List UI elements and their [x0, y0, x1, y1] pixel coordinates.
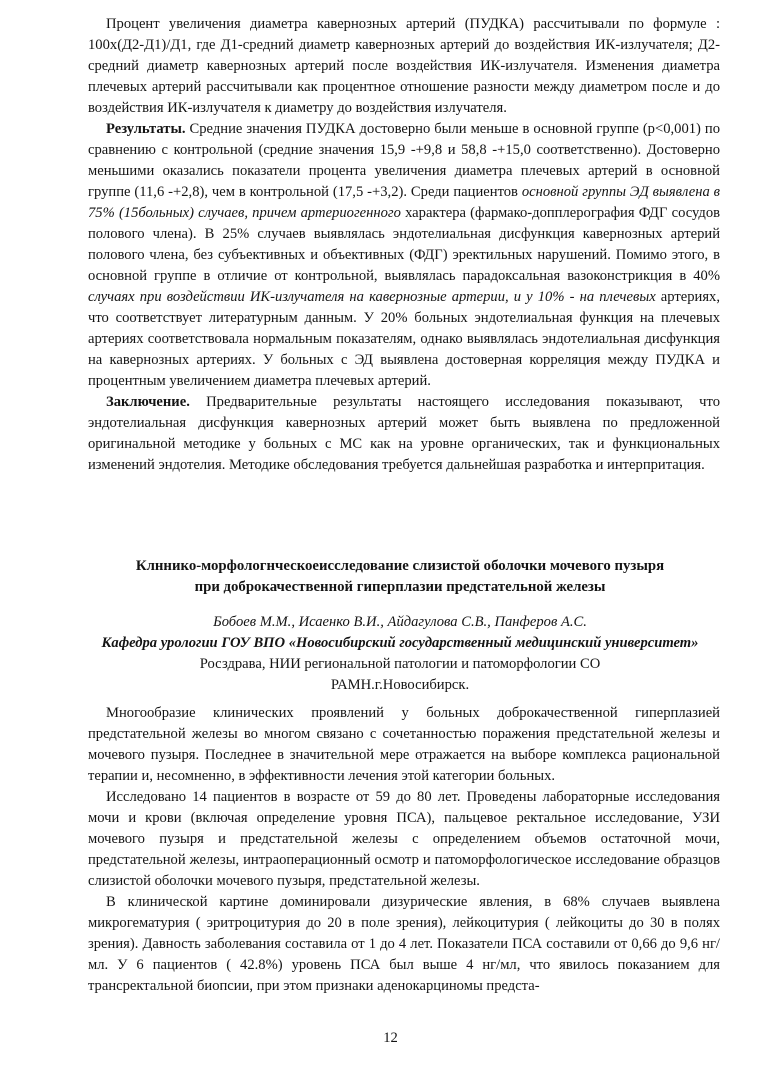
conclusion-paragraph	[88, 392, 720, 476]
results-label: Результаты.	[106, 121, 186, 137]
conclusion-text: Предварительные результаты настоящего исследования показывают, что эндотелиальная дисфункция кавернозных артерий может быть выявлена по предложенной оригинальной методике у больных с МС как на уровне органических, так и функциональных изменений эндотелия. Методике обследования требуется дальнейшая разработка и интерпритация.	[88, 394, 720, 473]
article-authors: Бобоев М.М., Исаенко В.И., Айдагулова С.В., Панферов А.С.	[213, 614, 587, 630]
body-paragraph-2: Исследовано 14 пациентов в возрасте от 59 до 80 лет. Проведены лабораторные исследования мочи и крови (включая определение уровня ПСА), пальцевое ректальное исследование, УЗИ мочевого пузыря и предстательной железы с определением объемов остаточной мочи, предстательной железы, интраоперационный осмотр и патоморфологическое исследование образцов слизистой оболочки мочевого пузыря, предстательной железы.	[88, 789, 720, 889]
results-text-b: основной группы ЭД выявлена в 75% (15больных) случаев, причем артериогенного	[88, 184, 720, 221]
article-title-line-1: Клннико-морфологнческоеисследование слизистой оболочки мочевого пузыря	[135, 558, 665, 574]
article-title	[60, 556, 740, 598]
method-paragraph: Процент увеличения диаметра кавернозных артерий (ПУДКА) рассчитывали по формуле : 100х(Д2-Д1)/Д1, где Д1-средний диаметр кавернозных артерий до воздействия ИК-излучателя; Д2-средний диаметр кавернозных артерий после воздействия ИК-излучателя. Изменения диаметра плечевых артерий рассчитывали как процентное отношение разности между диаметром после и до воздействия ИК-излучателя к диаметру до воздействия излучателя.	[88, 16, 720, 116]
conclusion-label: Заключение.	[106, 394, 190, 410]
article-title-line-2: при доброкачественной гиперплазии предстательной железы	[194, 579, 606, 595]
results-text-c: характера (фармако-допплерография ФДГ сосудов полового члена). В 25% случаев выявлялась эндотелиальная дисфункция кавернозных артерий полового члена, без субъективных и объективных (ФДГ) эректильных нарушений. Помимо этого, в основной группе в отличие от контрольной, выявлялась парадоксальная вазоконстрикция в 40%	[88, 205, 721, 284]
article-affiliation	[100, 633, 700, 675]
body-paragraph-3: В клинической картине доминировали дизурические явления, в 68% случаев выявлена микрогематурия ( эритроцитурия до 20 в поле зрения), лейкоцитурия ( лейкоциты до 30 в полях зрения). Давность заболевания составила от 1 до 4 лет. Показатели ПСА составили от 0,66 до 9,6 нг/мл. У 6 пациентов ( 42.8%) уровень ПСА был выше 4 нг/мл, что явилось показанием для трансректальной биопсии, при этом признаки аденокарциномы предста-	[88, 894, 720, 994]
page-number: 12	[383, 1030, 398, 1046]
affiliation-city: РАМН.г.Новосибирск.	[330, 677, 470, 693]
section-methods-results	[88, 14, 720, 476]
affiliation-italic: Кафедра урологии ГОУ ВПО «Новосибирский государственный медицинский университет»	[101, 635, 699, 651]
results-text-a: Средние значения ПУДКА достоверно были меньше в основной группе (р<0,001) по сравнению с контрольной (средние значения 15,9 -+9,8 и 58,8 -+15,0 соответственно). Достоверно меньшими оказались показатели процента увеличения диаметра плечевых артерий в основной группе (11,6 -+2,8), чем в контрольной (17,5 -+3,2). Среди пациентов	[88, 121, 720, 200]
article-authors-block	[60, 612, 740, 696]
affiliation-rest: Росздрава, НИИ региональной патологии и патоморфологии СО	[199, 656, 601, 672]
body-paragraph-1: Многообразие клинических проявлений у больных доброкачественной гиперплазией предстательной железы во многом связано с сочетанностью поражения предстательной железы и мочевого пузыря. Последнее в значительной мере отражается на выборе комплекса рациональной терапии и, несомненно, в эффективности лечения этой категории больных.	[88, 705, 720, 784]
article-body	[88, 703, 720, 997]
results-paragraph	[88, 119, 720, 392]
results-text-e: артериях, что соответствует литературным данным. У 20% больных эндотелиальная функция на плечевых артериях соответствовала нормальным показателям, однако выявлялась эндотелиальная дисфункция на кавернозных артериях. У больных с ЭД выявлена достоверная корреляция между ПУДКА и процентным увеличением диаметра плечевых артерий.	[88, 289, 720, 389]
results-text-d: случаях при воздействии ИК-излучателя на кавернозные артерии, и у 10% - на плечевых	[88, 289, 656, 305]
